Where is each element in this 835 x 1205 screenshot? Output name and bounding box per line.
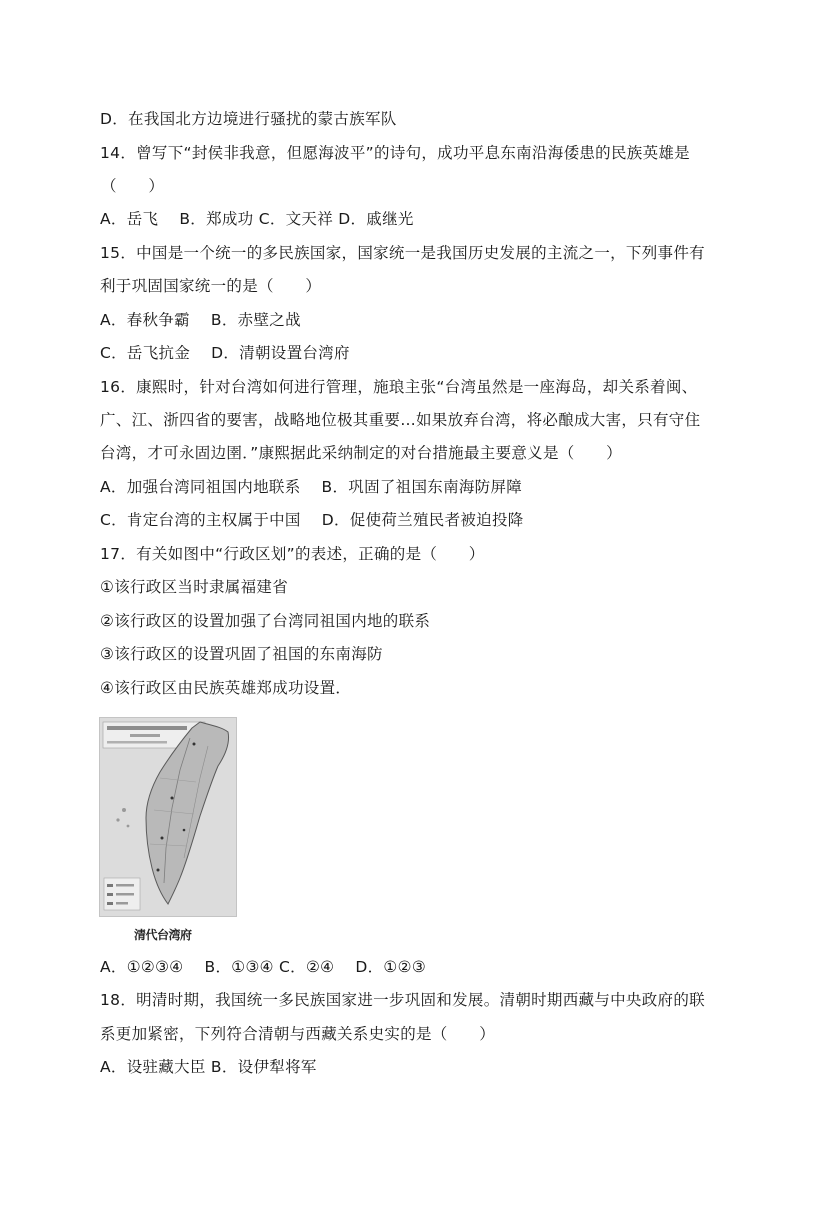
q15-options-row1: A．春秋争霸 B．赤壁之战 — [100, 311, 301, 329]
q14-stem-line1: 14．曾写下“封侯非我意，但愿海波平”的诗句，成功平息东南沿海倭患的民族英雄是 — [100, 144, 690, 162]
q18-stem-line1: 18．明清时期，我国统一多民族国家进一步巩固和发展。清朝时期西藏与中央政府的联 — [100, 991, 705, 1009]
q17-stem: 17．有关如图中“行政区划”的表述，正确的是（ ） — [100, 545, 485, 563]
q15-options-row2: C．岳飞抗金 D．清朝设置台湾府 — [100, 344, 350, 362]
q17-statement-2: ②该行政区的设置加强了台湾同祖国内地的联系 — [100, 612, 431, 630]
q15-stem-line1: 15．中国是一个统一的多民族国家，国家统一是我国历史发展的主流之一，下列事件有 — [100, 244, 705, 262]
q16-options-row1: A．加强台湾同祖国内地联系 B．巩固了祖国东南海防屏障 — [100, 478, 523, 496]
q18-options: A．设驻藏大臣 B．设伊犁将军 — [100, 1058, 317, 1076]
q16-options-row2: C．肯定台湾的主权属于中国 D．促使荷兰殖民者被迫投降 — [100, 511, 524, 529]
q17-statement-3: ③该行政区的设置巩固了祖国的东南海防 — [100, 645, 383, 663]
q17-statement-4: ④该行政区由民族英雄郑成功设置． — [100, 679, 352, 697]
q16-stem-line1: 16．康熙时，针对台湾如何进行管理，施琅主张“台湾虽然是一座海岛，却关系着闽、 — [100, 378, 698, 396]
taiwan-map-icon — [100, 718, 236, 916]
q16-stem-line3: 台湾，才可永固边圉．”康熙据此采纳制定的对台措施最主要意义是（ ） — [100, 444, 622, 462]
q17-options: A．①②③④ B．①③④ C．②④ D．①②③ — [100, 958, 427, 976]
q14-answer-blank: （ ） — [101, 177, 165, 195]
q14-options: A．岳飞 B．郑成功 C．文天祥 D．戚继光 — [100, 210, 414, 228]
q16-stem-line2: 广、江、浙四省的要害，战略地位极其重要…如果放弃台湾，将必酿成大害，只有守住 — [100, 411, 701, 429]
taiwan-map-image — [99, 717, 237, 917]
q15-stem-line2: 利于巩固国家统一的是（ ） — [100, 277, 322, 295]
q13-option-d: D．在我国北方边境进行骚扰的蒙古族军队 — [100, 110, 397, 128]
map-caption: 清代台湾府 — [134, 928, 192, 942]
q18-stem-line2: 系更加紧密，下列符合清朝与西藏关系史实的是（ ） — [100, 1025, 496, 1043]
q17-statement-1: ①该行政区当时隶属福建省 — [100, 578, 288, 596]
